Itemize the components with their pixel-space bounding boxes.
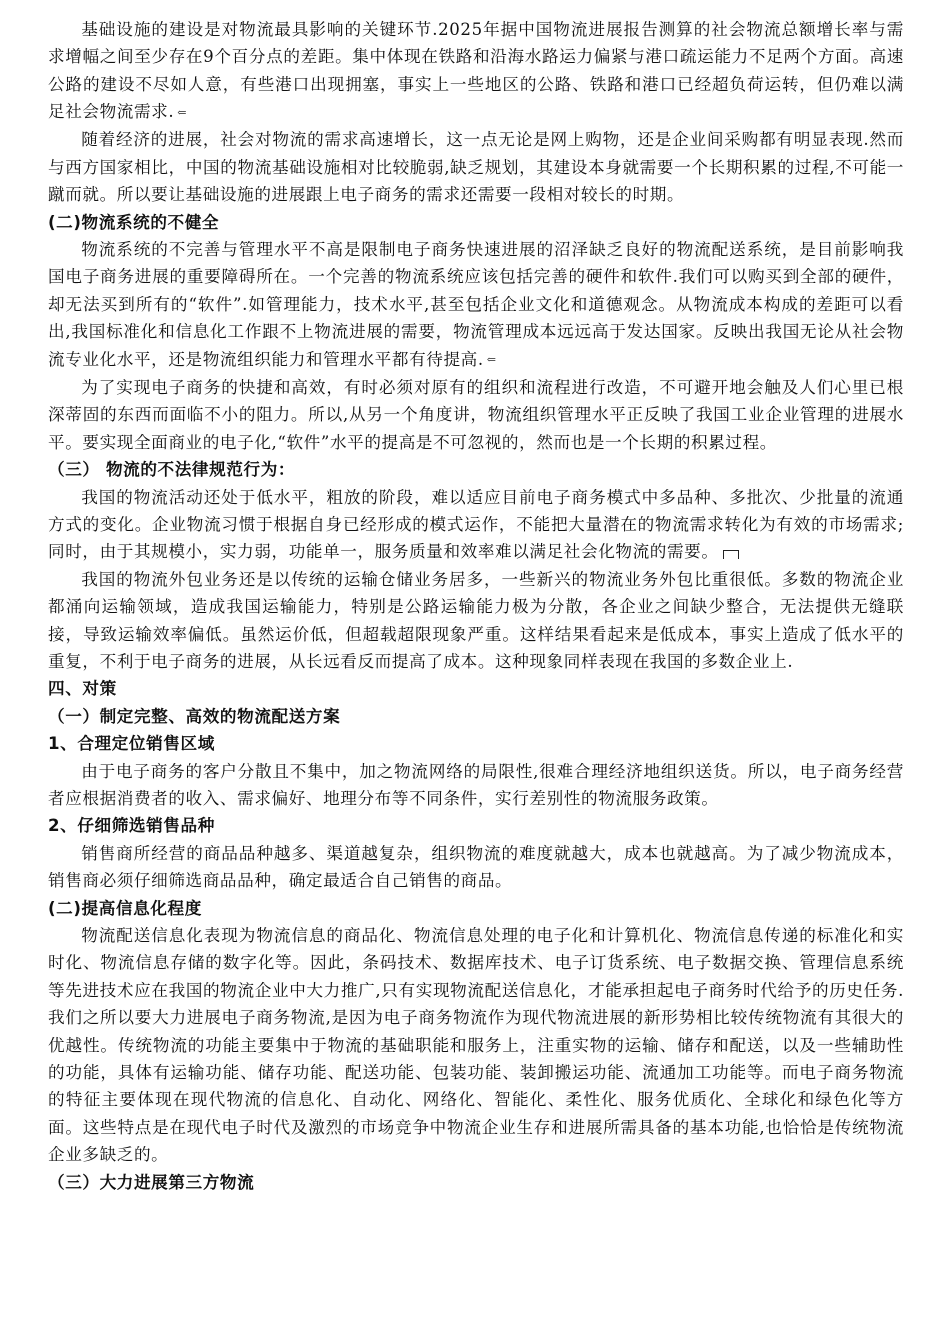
paragraph-mark-icon: ⇐ (177, 106, 188, 120)
heading-product-selection: 2、仔细筛选销售品种 (48, 816, 215, 836)
paragraph-mark-icon: ⇐ (486, 353, 497, 367)
paragraph-product-selection: 销售商所经营的商品品种越多、渠道越复杂，组织物流的难度就越大，成本也就越高。为了减少物流成本，销售商必须仔细筛选商品品种，确定最适合自己销售的商品。 (48, 843, 904, 891)
paragraph-sales-region: 由于电子商务的客户分散且不集中，加之物流网络的局限性,很难合理经济地组织送货。所以，电子商务经营者应根据消费者的收入、需求偏好、地理分布等不同条件，实行差别性的物流服务政策。 (48, 761, 904, 808)
paragraph-informatization: 物流配送信息化表现为物流信息的商品化、物流信息处理的电子化和计算机化、物流信息传递的标准化和实时化、物流信息存储的数字化等。因此，条码技术、数据库技术、电子订货系统、电子数据交换、管理信息系统等先进技术应在我国的物流企业中大力推广,只有实现物流配送信息化，才能承担起电子商务时代给予的历史任务.我们之所以要大力进展电子商务物流,是因为电子商务物流作为现代物流进展的新形势相比较传统物流有其很大的优越性。传统物流的功能主要集中于物流的基础职能和服务上，注重实物的运输、储存和配送，以及一些辅助性的功能，具体有运输功能、储存功能、配送功能、包装功能、装卸搬运功能、流通加工功能等。而电子商务物流的特征主要体现在现代物流的信息化、自动化、网络化、智能化、柔性化、服务优质化、全球化和绿色化等方面。这些特点是在现代电子时代及激烈的市场竞争中物流企业生存和进展所需具备的基本功能,也恰恰是传统物流企业多缺乏的。 (48, 926, 904, 1165)
heading-logistics-system: (二)物流系统的不健全 (48, 212, 220, 232)
heading-distribution-plan: （一）制定完整、高效的物流配送方案 (48, 706, 341, 726)
heading-informatization: (二)提高信息化程度 (48, 898, 202, 918)
heading-irregular-behavior: （三） 物流的不法律规范行为： (48, 460, 296, 480)
paragraph-text: 物流系统的不完善与管理水平不高是限制电子商务快速进展的沼泽缺乏良好的物流配送系统，是目前影响我国电子商务进展的重要障碍所在。一个完善的物流系统应该包括完善的硬件和软件.我们可以购买到全部的硬件，却无法买到所有的“软件”.如管理能力，技术水平,甚至包括企业文化和道德观念。从物流成本构成的差距可以看出,我国标准化和信息化工作跟不上物流进展的需要，物流管理成本远远高于发达国家。反映出我国无论从社会物流专业化水平，还是物流组织能力和管理水平都有待提高. (48, 240, 904, 369)
paragraph-text: 我国的物流活动还处于低水平，粗放的阶段，难以适应目前电子商务模式中多品种、多批次、少批量的流通方式的变化。企业物流习惯于根据自身已经形成的模式运作，不能把大量潜在的物流需求转化为有效的市场需求;同时，由于其规模小，实力弱，功能单一，服务质量和效率难以满足社会化物流的需要。 (48, 487, 904, 562)
paragraph-organization-reform: 为了实现电子商务的快捷和高效，有时必须对原有的组织和流程进行改造，不可避开地会触及人们心里已根深蒂固的东西而面临不小的阻力。所以,从另一个角度讲，物流组织管理水平正反映了我国工业企业管理的进展水平。要实现全面商业的电子化,“软件”水平的提高是不可忽视的，然而也是一个长期的积累过程。 (48, 377, 904, 452)
paragraph-text: 基础设施的建设是对物流最具影响的关键环节.2025年据中国物流进展报告测算的社会物流总额增长率与需求增幅之间至少存在9个百分点的差距。集中体现在铁路和沿海水路运力偏紧与港口疏运能力不足两个方面。高速公路的建设不尽如人意，有些港口出现拥塞，事实上一些地区的公路、铁路和港口已经超负荷运转，但仍难以满足社会物流需求. (48, 20, 904, 122)
paragraph-outsourcing: 我国的物流外包业务还是以传统的运输仓储业务居多，一些新兴的物流业务外包比重很低。多数的物流企业都涌向运输领域，造成我国运输能力，特别是公路运输能力极为分散，各企业之间缺少整合，无法提供无缝联接，导致运输效率偏低。虽然运价低，但超载超限现象严重。这样结果看起来是低成本，事实上造成了低水平的重复，不利于电子商务的进展，从长远看反而提高了成本。这种现象同样表现在我国的多数企业上. (48, 569, 904, 671)
paragraph-infrastructure (48, 16, 904, 126)
paragraph-logistics-system (48, 236, 904, 374)
heading-countermeasures: 四、对策 (48, 679, 117, 699)
paragraph-demand-growth: 随着经济的进展，社会对物流的需求高速增长，这一点无论是网上购物，还是企业间采购都有明显表现.然而与西方国家相比，中国的物流基础设施相对比较脆弱,缺乏规划，其建设本身就需要一个长期积累的过程,不可能一蹴而就。所以要让基础设施的进展跟上电子商务的需求还需要一段相对较长的时期。 (48, 130, 904, 205)
line-break-icon (723, 550, 739, 559)
heading-third-party-logistics: （三）大力进展第三方物流 (48, 1172, 255, 1192)
paragraph-low-level-activity (48, 484, 904, 566)
heading-sales-region: 1、合理定位销售区域 (48, 734, 215, 754)
